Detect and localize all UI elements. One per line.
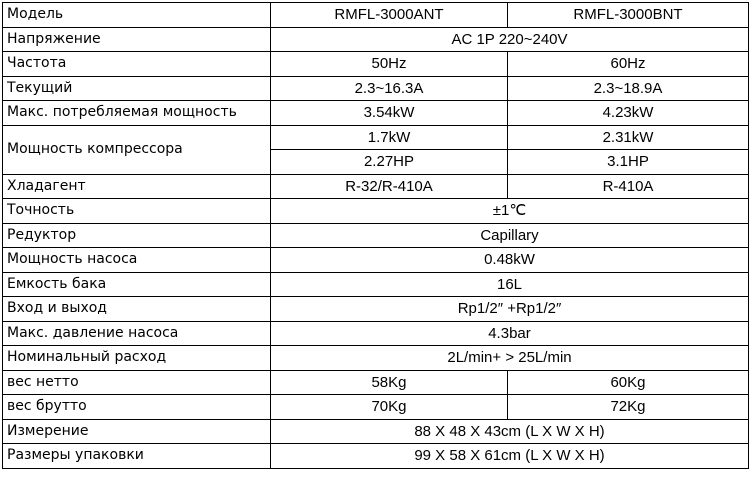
current-a: 2.3~16.3A — [271, 76, 508, 101]
table-row — [3, 3, 749, 28]
inlet-outlet-value: Rp1/2″ +Rp1/2″ — [271, 297, 749, 322]
net-weight-b: 60Kg — [508, 370, 749, 395]
frequency-b: 60Hz — [508, 52, 749, 77]
row-label: Измерение — [3, 419, 271, 444]
compressor-b-kw: 2.31kW — [508, 125, 749, 150]
spec-table — [2, 2, 749, 469]
row-label: Мощность компрессора — [3, 125, 271, 174]
model-b-header: RMFL-3000BNT — [508, 3, 749, 28]
table-row — [3, 321, 749, 346]
row-label: Редуктор — [3, 223, 271, 248]
package-value: 99 X 58 X 61cm (L X W X H) — [271, 444, 749, 469]
table-row — [3, 346, 749, 371]
table-row — [3, 125, 749, 150]
refrigerant-a: R-32/R-410A — [271, 174, 508, 199]
row-label: вес брутто — [3, 395, 271, 420]
table-row — [3, 419, 749, 444]
row-label: Макс. давление насоса — [3, 321, 271, 346]
accuracy-value: ±1℃ — [271, 199, 749, 224]
table-row — [3, 76, 749, 101]
net-weight-a: 58Kg — [271, 370, 508, 395]
table-row — [3, 101, 749, 126]
table-row — [3, 444, 749, 469]
voltage-value: AC 1P 220~240V — [271, 27, 749, 52]
row-label: Частота — [3, 52, 271, 77]
table-row — [3, 52, 749, 77]
table-row — [3, 199, 749, 224]
model-a-header: RMFL-3000ANT — [271, 3, 508, 28]
compressor-a-kw: 1.7kW — [271, 125, 508, 150]
table-row — [3, 297, 749, 322]
compressor-a-hp: 2.27HP — [271, 150, 508, 175]
pump-power-value: 0.48kW — [271, 248, 749, 273]
dimension-value: 88 X 48 X 43cm (L X W X H) — [271, 419, 749, 444]
table-row — [3, 248, 749, 273]
refrigerant-b: R-410A — [508, 174, 749, 199]
row-label: Хладагент — [3, 174, 271, 199]
max-power-b: 4.23kW — [508, 101, 749, 126]
table-row — [3, 272, 749, 297]
row-label: Емкость бака — [3, 272, 271, 297]
row-label: Текущий — [3, 76, 271, 101]
row-label: Мощность насоса — [3, 248, 271, 273]
row-label: Точность — [3, 199, 271, 224]
max-power-a: 3.54kW — [271, 101, 508, 126]
row-label: Номинальный расход — [3, 346, 271, 371]
row-label: Макс. потребляемая мощность — [3, 101, 271, 126]
row-label: Размеры упаковки — [3, 444, 271, 469]
gross-weight-b: 72Kg — [508, 395, 749, 420]
current-b: 2.3~18.9A — [508, 76, 749, 101]
reducer-value: Capillary — [271, 223, 749, 248]
table-row — [3, 174, 749, 199]
row-label: Вход и выход — [3, 297, 271, 322]
row-label: Модель — [3, 3, 271, 28]
frequency-a: 50Hz — [271, 52, 508, 77]
compressor-b-hp: 3.1HP — [508, 150, 749, 175]
pump-pressure-value: 4.3bar — [271, 321, 749, 346]
table-row — [3, 27, 749, 52]
tank-value: 16L — [271, 272, 749, 297]
table-row — [3, 395, 749, 420]
gross-weight-a: 70Kg — [271, 395, 508, 420]
flow-value: 2L/min+ > 25L/min — [271, 346, 749, 371]
table-row — [3, 370, 749, 395]
row-label: Напряжение — [3, 27, 271, 52]
row-label: вес нетто — [3, 370, 271, 395]
table-row — [3, 223, 749, 248]
